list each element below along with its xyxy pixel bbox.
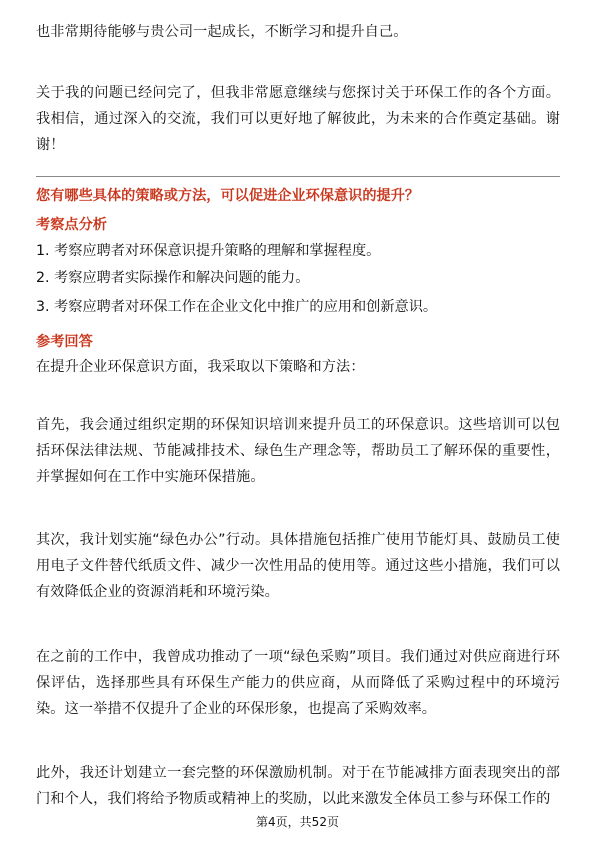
question-heading: 您有哪些具体的策略或方法，可以促进企业环保意识的提升？ — [36, 188, 420, 204]
analysis-item: 1. 考察应聘者对环保意识提升策略的理解和掌握程度。 — [36, 243, 381, 259]
answer-paragraph: 此外，我还计划建立一套完整的环保激励机制。对于在节能减排方面表现突出的部门和个人，我们将给予物质或精神上的奖励，以此来激发全体员工参与环保工作的 — [36, 765, 560, 807]
answer-paragraph: 首先，我会通过组织定期的环保知识培训来提升员工的环保意识。这些培训可以包括环保法律法规、节能减排技术、绿色生产理念等，帮助员工了解环保的重要性，并掌握如何在工作中实施环保措施。 — [36, 417, 560, 485]
closing-paragraph-2: 关于我的问题已经问完了，但我非常愿意继续与您探讨关于环保工作的各个方面。我相信，通过深入的交流，我们可以更好地了解彼此，为未来的合作奠定基础。谢谢！ — [36, 85, 560, 153]
answer-intro: 在提升企业环保意识方面，我采取以下策略和方法： — [36, 359, 365, 375]
answer-paragraph: 在之前的工作中，我曾成功推动了一项“绿色采购”项目。我们通过对供应商进行环保评估，选择那些具有环保生产能力的供应商，从而降低了采购过程中的环境污染。这一举措不仅提升了企业的环保形象，也提高了采购效率。 — [36, 649, 560, 717]
analysis-item: 3. 考察应聘者对环保工作在企业文化中推广的应用和创新意识。 — [36, 299, 438, 315]
analysis-item: 2. 考察应聘者实际操作和解决问题的能力。 — [36, 270, 310, 286]
answer-paragraph: 其次，我计划实施“绿色办公”行动。具体措施包括推广使用节能灯具、鼓励员工使用电子文件替代纸质文件、减少一次性用品的使用等。通过这些小措施，我们可以有效降低企业的资源消耗和环境污染。 — [36, 532, 560, 600]
page-number: 第4页，共52页 — [256, 815, 339, 829]
section-divider — [36, 176, 560, 177]
closing-paragraph-1: 也非常期待能够与贵公司一起成长，不断学习和提升自己。 — [36, 24, 408, 40]
analysis-title: 考察点分析 — [36, 217, 107, 233]
answer-title: 参考回答 — [36, 334, 93, 350]
